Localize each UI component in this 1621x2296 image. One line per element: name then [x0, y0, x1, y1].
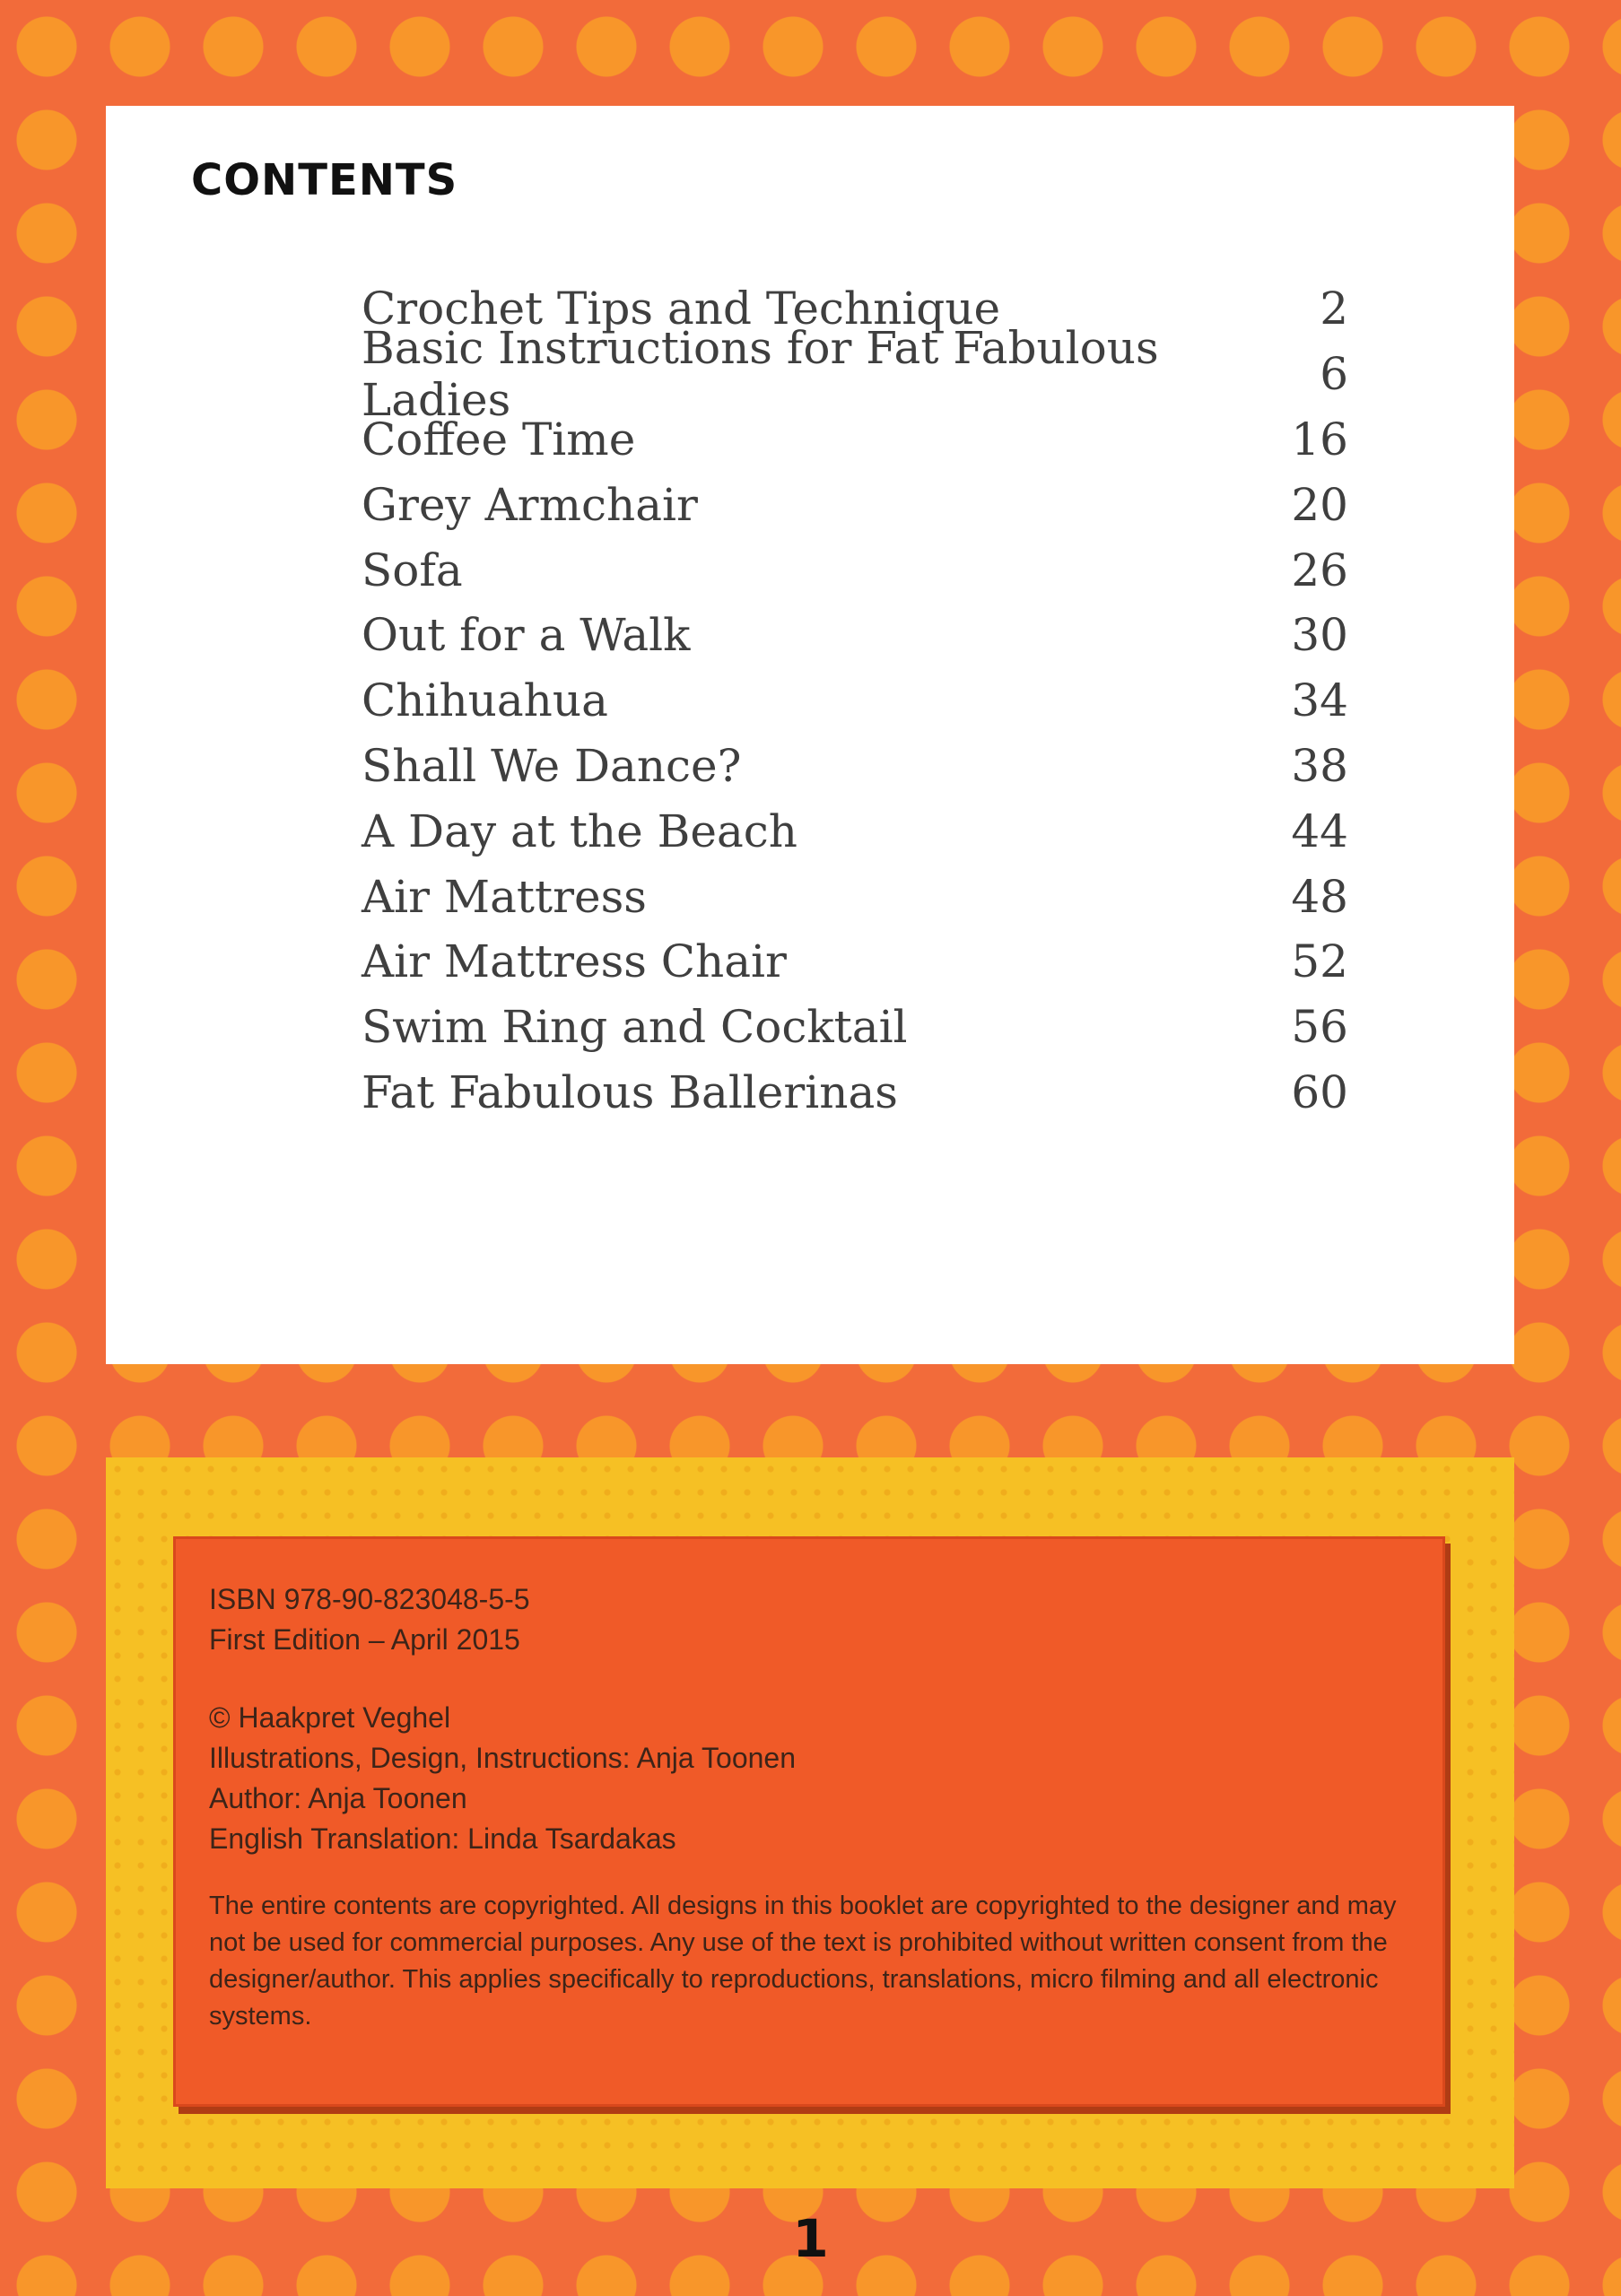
toc-entry[interactable]	[362, 734, 1348, 799]
toc-entry-title: A Day at the Beach	[362, 804, 797, 857]
author-credit: Author: Anja Toonen	[209, 1782, 467, 1814]
toc-entry-page: 2	[1320, 283, 1348, 335]
page-number: 1	[792, 2208, 829, 2269]
toc-entry-title: Coffee Time	[362, 413, 636, 465]
imprint-panel	[173, 1536, 1445, 2107]
toc-entry-page: 60	[1291, 1065, 1348, 1118]
toc-entry[interactable]	[362, 929, 1348, 995]
toc-entry-page: 48	[1291, 870, 1348, 923]
toc-entry-title: Chihuahua	[362, 674, 608, 727]
toc-entry[interactable]	[362, 668, 1348, 734]
toc-entry-title: Air Mattress	[362, 870, 647, 923]
toc-entry[interactable]	[362, 537, 1348, 603]
toc-entry-title: Basic Instructions for Fat Fabulous Ladies	[362, 322, 1159, 427]
copyright-line: © Haakpret Veghel	[209, 1701, 451, 1734]
toc-entry[interactable]	[362, 603, 1348, 668]
toc-entry-page: 6	[1320, 348, 1348, 401]
rights-notice: The entire contents are copyrighted. All designs in this booklet are copyrighted to the designer and may not be used for commercial purposes. Any use of the text is prohibited without written consent from the designer/author. This applies specifically to reproductions, translations, micro filming and all electronic systems.	[209, 1892, 1397, 2031]
toc-entry-page: 20	[1291, 478, 1348, 531]
toc-entry[interactable]	[362, 1060, 1348, 1126]
toc-entry[interactable]	[362, 322, 1348, 427]
contents-card	[106, 106, 1514, 1364]
isbn-line: ISBN 978-90-823048-5-5	[209, 1583, 530, 1615]
illustrations-credit: Illustrations, Design, Instructions: Anja Toonen	[209, 1742, 796, 1774]
toc-entry[interactable]	[362, 472, 1348, 537]
toc-entry-title: Shall We Dance?	[362, 739, 742, 792]
imprint-frame	[106, 1457, 1514, 2188]
toc-entry-title: Fat Fabulous Ballerinas	[362, 1065, 898, 1118]
toc-entry-title: Air Mattress Chair	[362, 935, 787, 988]
toc-entry-page: 44	[1291, 804, 1348, 857]
toc-entry-title: Out for a Walk	[362, 609, 691, 662]
contents-list	[362, 276, 1348, 1125]
toc-entry-title: Grey Armchair	[362, 478, 698, 531]
toc-entry-title: Crochet Tips and Technique	[362, 283, 1001, 335]
toc-entry-title: Sofa	[362, 544, 463, 596]
toc-entry-page: 38	[1291, 739, 1348, 792]
toc-entry-page: 30	[1291, 609, 1348, 662]
toc-entry[interactable]	[362, 798, 1348, 864]
toc-entry[interactable]	[362, 864, 1348, 929]
contents-heading: CONTENTS	[191, 155, 458, 205]
edition-line: First Edition – April 2015	[209, 1623, 520, 1656]
toc-entry-page: 56	[1291, 1001, 1348, 1054]
toc-entry-page: 34	[1291, 674, 1348, 727]
toc-entry-page: 26	[1291, 544, 1348, 596]
toc-entry-page: 16	[1291, 413, 1348, 465]
toc-entry-page: 52	[1291, 935, 1348, 988]
toc-entry-title: Swim Ring and Cocktail	[362, 1001, 908, 1054]
translation-credit: English Translation: Linda Tsardakas	[209, 1822, 676, 1855]
toc-entry[interactable]	[362, 995, 1348, 1060]
